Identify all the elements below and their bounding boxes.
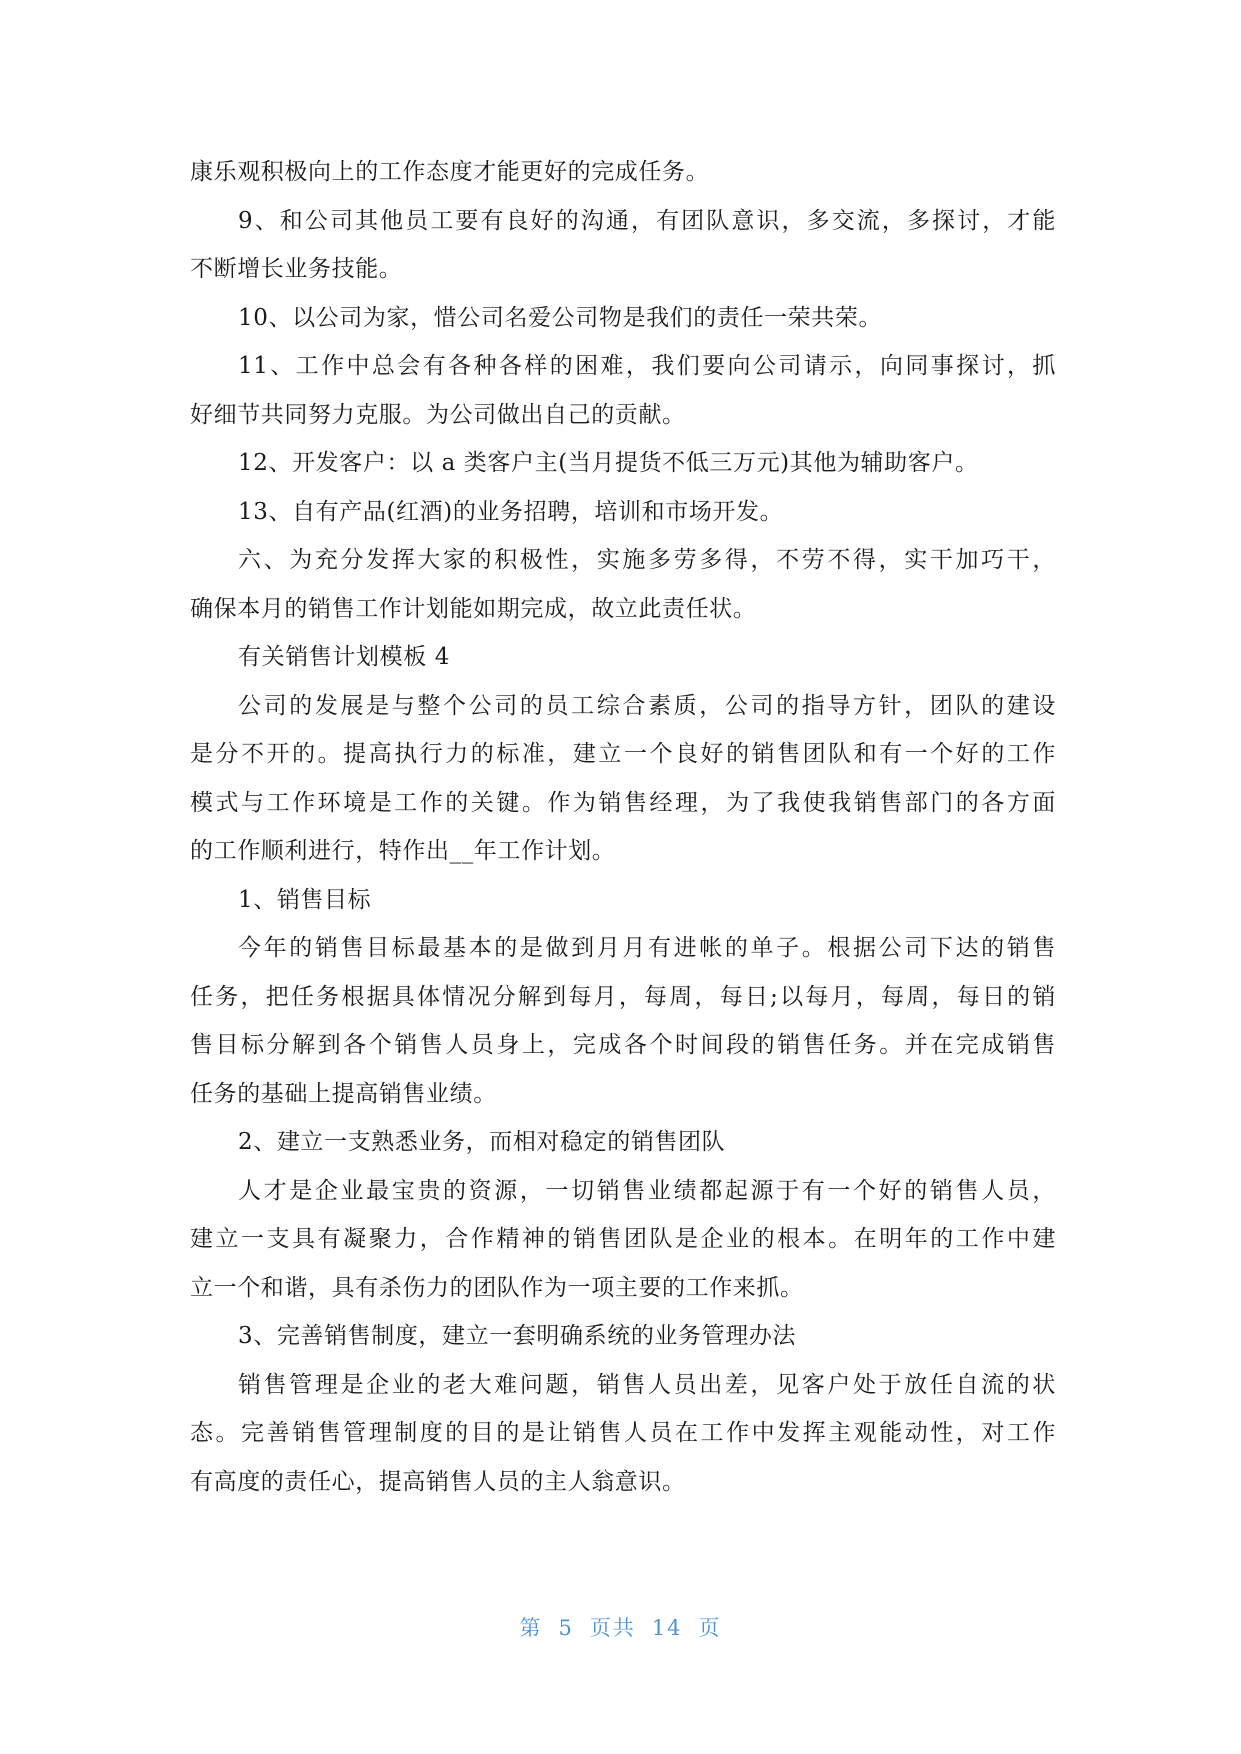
text-line: 模式与工作环境是工作的关键。作为销售经理，为了我使我销售部门的各方面 [190,789,1056,816]
text-line: 好细节共同努力克服。为公司做出自己的贡献。 [190,401,686,428]
footer-total-pages: 14 [651,1616,683,1640]
footer-middle: 页共 [589,1616,636,1640]
text-line: 不断增长业务技能。 [190,256,403,282]
text-line: 六、为充分发挥大家的积极性，实施多劳多得，不劳不得，实干加巧干， [238,547,1056,573]
text-line: 2、建立一支熟悉业务，而相对稳定的销售团队 [238,1129,726,1155]
text-line: 有关销售计划模板 4 [238,644,450,670]
text-line: 3、完善销售制度，建立一套明确系统的业务管理办法 [238,1323,797,1349]
text-line: 9、和公司其他员工要有良好的沟通，有团队意识，多交流，多探讨，才能 [238,207,1056,234]
text-line: 任务，把任务根据具体情况分解到每月，每周，每日;以每月，每周，每日的销 [190,983,1056,1010]
text-line: 售目标分解到各个销售人员身上，完成各个时间段的销售任务。并在完成销售 [190,1032,1056,1058]
text-line: 今年的销售目标最基本的是做到月月有进帐的单子。根据公司下达的销售 [238,935,1056,961]
footer-current-page: 5 [558,1616,574,1640]
text-line: 态。完善销售管理制度的目的是让销售人员在工作中发挥主观能动性，对工作 [190,1420,1056,1446]
document-body [190,148,1056,1506]
text-line: 公司的发展是与整个公司的员工综合素质，公司的指导方针，团队的建设 [238,692,1056,719]
text-line: 10、以公司为家，惜公司名爱公司物是我们的责任一荣共荣。 [238,304,883,331]
text-line: 任务的基础上提高销售业绩。 [190,1080,497,1107]
text-line: 销售管理是企业的老大难问题，销售人员出差，见客户处于放任自流的状 [238,1371,1056,1398]
text-line: 确保本月的销售工作计划能如期完成，故立此责任状。 [190,595,757,622]
text-line: 立一个和谐，具有杀伤力的团队作为一项主要的工作来抓。 [190,1274,804,1301]
text-line: 13、自有产品(红酒)的业务招聘，培训和市场开发。 [238,498,784,525]
text-line: 康乐观积极向上的工作态度才能更好的完成任务。 [190,159,710,185]
footer-prefix: 第 [519,1616,543,1640]
text-line: 1、销售目标 [238,886,372,913]
text-line: 有高度的责任心，提高销售人员的主人翁意识。 [190,1468,686,1495]
text-line: 是分不开的。提高执行力的标准，建立一个良好的销售团队和有一个好的工作 [190,741,1056,767]
text-line: 11、工作中总会有各种各样的困难，我们要向公司请示，向同事探讨，抓 [238,353,1056,379]
text-line: 人才是企业最宝贵的资源，一切销售业绩都起源于有一个好的销售人员， [238,1177,1056,1204]
text-line: 建立一支具有凝聚力，合作精神的销售团队是企业的根本。在明年的工作中建 [190,1226,1056,1252]
text-line: 12、开发客户：以 a 类客户主(当月提货不低三万元)其他为辅助客户。 [238,450,979,476]
footer-suffix: 页 [698,1616,722,1640]
page-footer [0,1612,1241,1642]
text-line: 的工作顺利进行，特作出__年工作计划。 [190,838,616,864]
